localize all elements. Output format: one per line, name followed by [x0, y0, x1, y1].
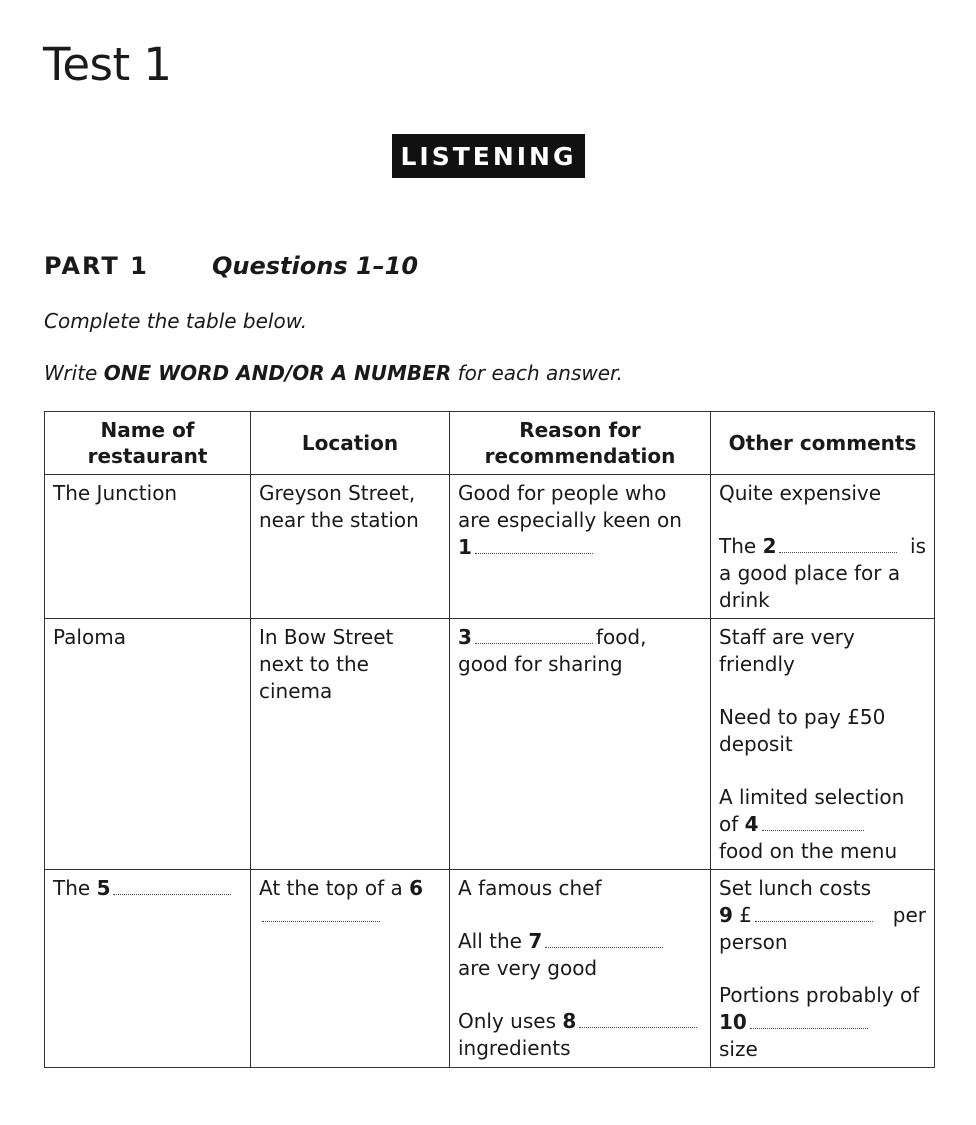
cell-name: Paloma — [45, 619, 251, 870]
answer-blank[interactable] — [579, 1026, 697, 1028]
table-row — [45, 870, 935, 1068]
table-header-row — [45, 412, 935, 475]
question-number: 1 — [458, 535, 472, 559]
cell-name: The Junction — [45, 475, 251, 619]
header-reason: Reason for recommendation — [450, 412, 711, 475]
answer-blank[interactable] — [779, 551, 897, 553]
cell-location: Greyson Street, near the station — [251, 475, 450, 619]
question-number: 9 — [719, 903, 733, 927]
part-label: PART 1 — [44, 252, 149, 280]
section-badge: LISTENING — [392, 134, 585, 178]
question-number: 8 — [562, 1009, 577, 1033]
cell-reason: Good for people who are especially keen on 1 — [450, 475, 711, 619]
answer-blank[interactable] — [750, 1027, 868, 1029]
question-number: 7 — [528, 929, 543, 953]
answer-blank[interactable] — [545, 946, 663, 948]
header-location: Location — [251, 412, 450, 475]
cell-reason: A famous chef All the 7 are very good Only uses 8 ingredients — [450, 870, 711, 1068]
question-number: 5 — [96, 876, 111, 900]
instruction-complete-table: Complete the table below. — [44, 309, 308, 333]
notes-table — [44, 411, 935, 1068]
question-number: 2 — [762, 534, 777, 558]
cell-location: At the top of a 6 — [251, 870, 450, 1068]
header-name: Name of restaurant — [45, 412, 251, 475]
test-title: Test 1 — [43, 38, 172, 91]
answer-blank[interactable] — [755, 920, 873, 922]
question-number: 6 — [409, 876, 424, 900]
answer-blank[interactable] — [262, 920, 380, 922]
cell-comments: Quite expensive The 2 is a good place for a drink — [711, 475, 935, 619]
answer-blank[interactable] — [762, 829, 864, 831]
cell-reason: 3 food, good for sharing — [450, 619, 711, 870]
cell-location: In Bow Street next to the cinema — [251, 619, 450, 870]
question-number: 4 — [744, 812, 759, 836]
cell-comments: Set lunch costs 9 £ per person Portions probably of 10 size — [711, 870, 935, 1068]
instruction-word-limit: Write ONE WORD AND/OR A NUMBER for each answer. — [44, 361, 623, 385]
question-number: 3 — [458, 625, 472, 649]
answer-blank[interactable] — [113, 893, 231, 895]
questions-range: Questions 1–10 — [212, 252, 419, 280]
cell-name: The 5 — [45, 870, 251, 1068]
cell-comments: Staff are very friendly Need to pay £50 deposit A limited selection of 4 food on the menu — [711, 619, 935, 870]
answer-blank[interactable] — [475, 552, 593, 554]
header-comments: Other comments — [711, 412, 935, 475]
table-row — [45, 619, 935, 870]
answer-blank[interactable] — [475, 642, 593, 644]
table-row — [45, 475, 935, 619]
question-number: 10 — [719, 1010, 747, 1034]
